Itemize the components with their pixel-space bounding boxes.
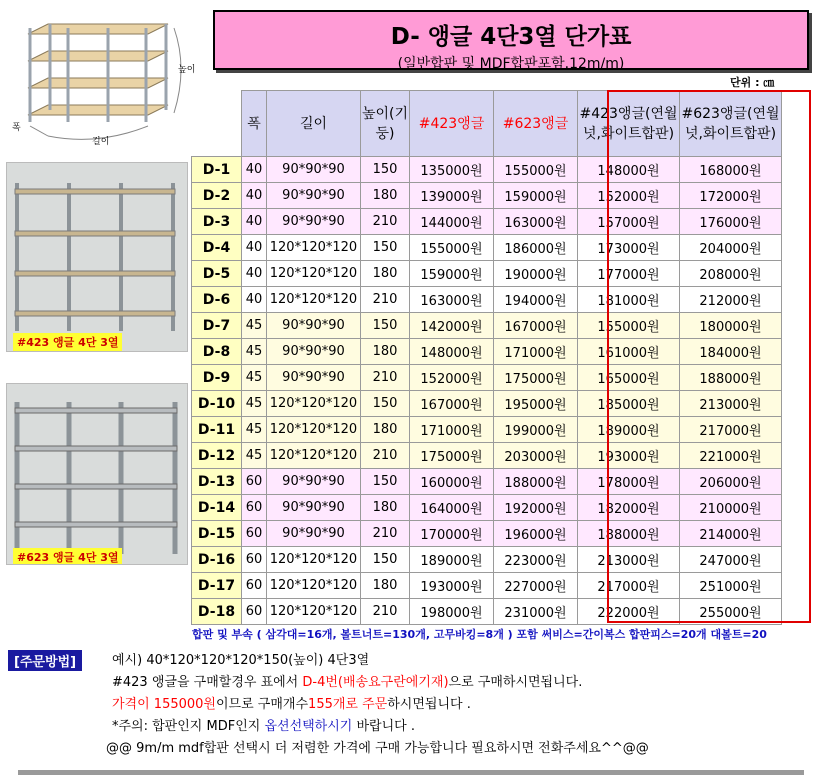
row-length: 90*90*90 [267, 183, 361, 209]
header-length: 길이 [267, 91, 361, 157]
photo-label-423: #423 앵글 4단 3열 [13, 333, 122, 351]
row-price-423-white: 165000원 [578, 365, 680, 391]
row-price-423-white: 157000원 [578, 209, 680, 235]
row-price-423-white: 161000원 [578, 339, 680, 365]
table-row [192, 339, 782, 365]
row-length: 120*120*120 [267, 235, 361, 261]
order-line-2-text: #423 앵글을 구매할경우 표에서 [112, 675, 303, 690]
order-line-4-option: 옵션선택하시기 [264, 719, 353, 734]
row-price-623: 231000원 [494, 599, 578, 625]
order-line-3 [112, 694, 649, 716]
row-price-623-white: 180000원 [680, 313, 782, 339]
row-length: 120*120*120 [267, 443, 361, 469]
row-length: 90*90*90 [267, 339, 361, 365]
diagram-length-label: 길이 [92, 137, 110, 147]
row-price-423-white: 185000원 [578, 391, 680, 417]
row-price-423: 167000원 [410, 391, 494, 417]
row-price-423: 175000원 [410, 443, 494, 469]
row-price-623: 188000원 [494, 469, 578, 495]
row-price-423: 170000원 [410, 521, 494, 547]
row-price-623-white: 208000원 [680, 261, 782, 287]
row-price-623: 159000원 [494, 183, 578, 209]
table-row [192, 391, 782, 417]
order-line-3-tail: 하시면됩니다 . [387, 697, 471, 712]
table-row [192, 157, 782, 183]
row-height: 150 [361, 469, 410, 495]
row-code: D-15 [192, 521, 242, 547]
header-423: #423앵글 [410, 91, 494, 157]
bottom-divider [18, 770, 804, 775]
row-price-623: 195000원 [494, 391, 578, 417]
table-row [192, 547, 782, 573]
table-row [192, 183, 782, 209]
row-width: 45 [242, 443, 267, 469]
row-length: 90*90*90 [267, 495, 361, 521]
order-line-2-highlight: D-4번(배송요구란에기재) [302, 675, 449, 690]
row-price-623: 171000원 [494, 339, 578, 365]
row-length: 120*120*120 [267, 417, 361, 443]
table-row [192, 417, 782, 443]
table-row [192, 209, 782, 235]
order-line-3-price: 가격이 155000원 [112, 697, 216, 712]
shelf-diagram [8, 18, 213, 148]
row-width: 60 [242, 469, 267, 495]
row-price-623: 175000원 [494, 365, 578, 391]
row-price-423: 159000원 [410, 261, 494, 287]
shelf-photo-623-svg [7, 384, 188, 565]
row-height: 150 [361, 157, 410, 183]
row-price-423: 155000원 [410, 235, 494, 261]
row-price-623: 223000원 [494, 547, 578, 573]
row-length: 90*90*90 [267, 469, 361, 495]
row-price-623: 155000원 [494, 157, 578, 183]
photo-label-623: #623 앵글 4단 3열 [13, 548, 122, 565]
order-line-4 [112, 716, 649, 738]
row-code: D-4 [192, 235, 242, 261]
row-height: 180 [361, 495, 410, 521]
diagram-height-label: 높이 [178, 65, 196, 75]
row-width: 60 [242, 573, 267, 599]
row-length: 120*120*120 [267, 573, 361, 599]
table-row [192, 313, 782, 339]
row-price-623-white: 204000원 [680, 235, 782, 261]
row-price-623: 190000원 [494, 261, 578, 287]
row-code: D-12 [192, 443, 242, 469]
row-price-623-white: 212000원 [680, 287, 782, 313]
table-row [192, 235, 782, 261]
row-height: 150 [361, 235, 410, 261]
row-price-623-white: 206000원 [680, 469, 782, 495]
row-height: 180 [361, 183, 410, 209]
row-height: 210 [361, 599, 410, 625]
row-price-623: 194000원 [494, 287, 578, 313]
row-price-623-white: 176000원 [680, 209, 782, 235]
row-width: 40 [242, 209, 267, 235]
row-width: 45 [242, 365, 267, 391]
row-price-423: 171000원 [410, 417, 494, 443]
row-price-423: 189000원 [410, 547, 494, 573]
row-price-423-white: 193000원 [578, 443, 680, 469]
order-line-2 [112, 672, 649, 694]
row-width: 45 [242, 339, 267, 365]
row-length: 120*120*120 [267, 261, 361, 287]
row-price-423: 193000원 [410, 573, 494, 599]
row-price-623-white: 214000원 [680, 521, 782, 547]
row-code: D-2 [192, 183, 242, 209]
header-623-white: #623앵글(연월넛,화이트합판) [680, 91, 782, 157]
row-width: 45 [242, 391, 267, 417]
row-length: 90*90*90 [267, 157, 361, 183]
shelf-diagram-svg [8, 18, 213, 148]
order-method-badge: [주문방법] [8, 650, 82, 671]
row-price-623: 167000원 [494, 313, 578, 339]
row-code: D-13 [192, 469, 242, 495]
row-price-423-white: 222000원 [578, 599, 680, 625]
row-code: D-6 [192, 287, 242, 313]
order-notes [106, 650, 649, 760]
row-width: 60 [242, 599, 267, 625]
row-height: 210 [361, 209, 410, 235]
row-price-623-white: 168000원 [680, 157, 782, 183]
table-header-row [192, 91, 782, 157]
row-price-623-white: 221000원 [680, 443, 782, 469]
row-length: 90*90*90 [267, 313, 361, 339]
row-length: 90*90*90 [267, 209, 361, 235]
row-price-623-white: 213000원 [680, 391, 782, 417]
row-height: 150 [361, 313, 410, 339]
row-width: 45 [242, 417, 267, 443]
row-price-623: 203000원 [494, 443, 578, 469]
row-height: 210 [361, 287, 410, 313]
table-row [192, 495, 782, 521]
table-row [192, 365, 782, 391]
row-price-423-white: 177000원 [578, 261, 680, 287]
price-table [191, 90, 782, 625]
row-width: 45 [242, 313, 267, 339]
row-width: 40 [242, 235, 267, 261]
row-price-423: 152000원 [410, 365, 494, 391]
row-price-623-white: 247000원 [680, 547, 782, 573]
table-row [192, 573, 782, 599]
row-price-623-white: 188000원 [680, 365, 782, 391]
row-price-623-white: 251000원 [680, 573, 782, 599]
row-price-423: 160000원 [410, 469, 494, 495]
row-price-423: 142000원 [410, 313, 494, 339]
accessories-note: 합판 및 부속 ( 삼각대=16개, 볼트너트=130개, 고무바킹=8개 ) 포함 써비스=간이복스 합판피스=20개 대볼트=20 [192, 628, 767, 641]
row-price-423: 139000원 [410, 183, 494, 209]
row-price-623: 186000원 [494, 235, 578, 261]
row-price-423-white: 217000원 [578, 573, 680, 599]
page-title: D- 앵글 4단3열 단가표 [390, 24, 632, 50]
row-price-423: 198000원 [410, 599, 494, 625]
header-height: 높이(기둥) [361, 91, 410, 157]
row-width: 60 [242, 495, 267, 521]
row-price-623: 199000원 [494, 417, 578, 443]
table-row [192, 521, 782, 547]
row-width: 40 [242, 261, 267, 287]
order-line-4-tail: 바랍니다 . [352, 719, 415, 734]
row-length: 120*120*120 [267, 547, 361, 573]
row-code: D-14 [192, 495, 242, 521]
row-height: 210 [361, 365, 410, 391]
row-price-623-white: 184000원 [680, 339, 782, 365]
row-price-623-white: 217000원 [680, 417, 782, 443]
row-code: D-8 [192, 339, 242, 365]
price-table-body [192, 157, 782, 625]
row-height: 180 [361, 417, 410, 443]
table-row [192, 599, 782, 625]
row-width: 40 [242, 287, 267, 313]
row-code: D-18 [192, 599, 242, 625]
row-price-623: 196000원 [494, 521, 578, 547]
row-code: D-16 [192, 547, 242, 573]
header-623: #623앵글 [494, 91, 578, 157]
title-box [213, 10, 809, 70]
row-code: D-10 [192, 391, 242, 417]
order-line-3-text: 이므로 구매개수 [216, 697, 309, 712]
row-length: 90*90*90 [267, 521, 361, 547]
row-length: 120*120*120 [267, 287, 361, 313]
table-row [192, 287, 782, 313]
row-price-423-white: 173000원 [578, 235, 680, 261]
shelf-photo-423 [6, 162, 188, 352]
row-width: 40 [242, 183, 267, 209]
row-price-623-white: 210000원 [680, 495, 782, 521]
table-row [192, 261, 782, 287]
row-width: 60 [242, 547, 267, 573]
row-height: 210 [361, 443, 410, 469]
row-code: D-11 [192, 417, 242, 443]
row-code: D-17 [192, 573, 242, 599]
row-length: 120*120*120 [267, 391, 361, 417]
row-length: 120*120*120 [267, 599, 361, 625]
row-price-423: 144000원 [410, 209, 494, 235]
row-price-423-white: 189000원 [578, 417, 680, 443]
row-price-423: 163000원 [410, 287, 494, 313]
shelf-photo-423-svg [7, 163, 188, 352]
header-width: 폭 [242, 91, 267, 157]
row-price-423: 135000원 [410, 157, 494, 183]
order-example: 예시) 40*120*120*120*150(높이) 4단3열 [112, 653, 370, 668]
row-price-423-white: 181000원 [578, 287, 680, 313]
order-line-3-qty: 155개로 주문 [308, 697, 388, 712]
row-price-423-white: 182000원 [578, 495, 680, 521]
row-width: 60 [242, 521, 267, 547]
row-price-623-white: 255000원 [680, 599, 782, 625]
row-code: D-9 [192, 365, 242, 391]
row-price-423-white: 178000원 [578, 469, 680, 495]
row-code: D-1 [192, 157, 242, 183]
row-price-623-white: 172000원 [680, 183, 782, 209]
row-length: 90*90*90 [267, 365, 361, 391]
row-price-423-white: 148000원 [578, 157, 680, 183]
row-price-423: 148000원 [410, 339, 494, 365]
row-price-423: 164000원 [410, 495, 494, 521]
row-height: 150 [361, 391, 410, 417]
header-423-white: #423앵글(연월넛,화이트합판) [578, 91, 680, 157]
row-code: D-7 [192, 313, 242, 339]
header-code [192, 91, 242, 157]
row-price-623: 163000원 [494, 209, 578, 235]
order-line-2-tail: 으로 구매하시면됩니다. [448, 675, 583, 690]
table-row [192, 469, 782, 495]
row-height: 180 [361, 339, 410, 365]
order-line-5: @@ 9m/m mdf합판 선택시 더 저렴한 가격에 구매 가능합니다 필요하시면 전화주세요^^@@ [106, 741, 649, 756]
row-code: D-5 [192, 261, 242, 287]
row-width: 40 [242, 157, 267, 183]
unit-label: 단위 : ㎝ [730, 76, 775, 89]
row-price-623: 227000원 [494, 573, 578, 599]
page-subtitle: (일반합판 및 MDF합판포함.12m/m) [397, 56, 625, 72]
row-code: D-3 [192, 209, 242, 235]
row-price-423-white: 188000원 [578, 521, 680, 547]
row-price-423-white: 152000원 [578, 183, 680, 209]
row-price-623: 192000원 [494, 495, 578, 521]
shelf-photo-623 [6, 383, 188, 565]
diagram-width-label: 폭 [12, 123, 21, 133]
order-line-4-text: *주의: 합판인지 MDF인지 [112, 719, 265, 734]
row-price-423-white: 155000원 [578, 313, 680, 339]
row-height: 180 [361, 261, 410, 287]
row-height: 180 [361, 573, 410, 599]
row-height: 150 [361, 547, 410, 573]
row-height: 210 [361, 521, 410, 547]
table-row [192, 443, 782, 469]
row-price-423-white: 213000원 [578, 547, 680, 573]
